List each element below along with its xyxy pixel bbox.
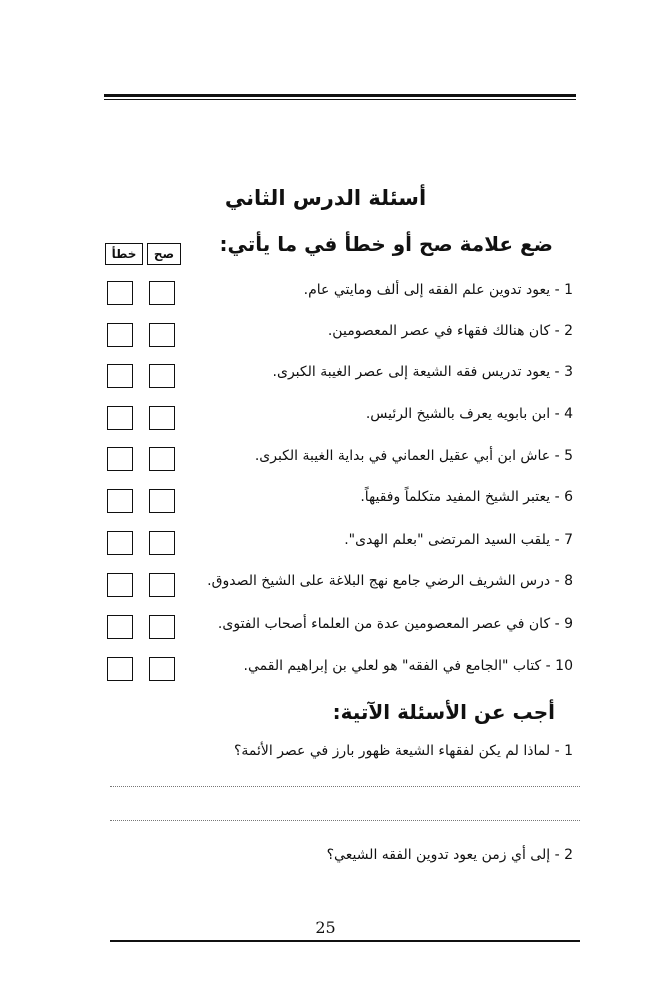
page-title: أسئلة الدرس الثاني [224, 186, 427, 210]
instruction-heading: ضع علامة صح أو خطأ في ما يأتي: [219, 232, 553, 256]
true-column-header: صح [147, 243, 181, 265]
true-checkbox-4[interactable] [149, 406, 175, 430]
header-rule-thick [104, 94, 576, 97]
true-checkbox-10[interactable] [149, 657, 175, 681]
page-number: 25 [315, 918, 336, 937]
statement-2: 2 - كان هنالك فقهاء في عصر المعصومين. [327, 323, 573, 339]
answer-section-heading: أجب عن الأسئلة الآتية: [332, 700, 555, 724]
statement-8: 8 - درس الشريف الرضي جامع نهج البلاغة على الشيخ الصدوق. [207, 573, 573, 589]
statement-9: 9 - كان في عصر المعصومين عدة من العلماء أصحاب الفتوى. [217, 616, 573, 632]
false-checkbox-1[interactable] [107, 281, 133, 305]
false-checkbox-7[interactable] [107, 531, 133, 555]
true-checkbox-7[interactable] [149, 531, 175, 555]
false-column-header: خطأ [105, 243, 143, 265]
statement-5: 5 - عاش ابن أبي عقيل العماني في بداية الغيبة الكبرى. [254, 448, 573, 464]
open-question-2: 2 - إلى أي زمن يعود تدوين الفقه الشيعي؟ [326, 847, 573, 863]
open-question-1: 1 - لماذا لم يكن لفقهاء الشيعة ظهور بارز في عصر الأئمة؟ [233, 743, 573, 759]
statement-3: 3 - يعود تدريس فقه الشيعة إلى عصر الغيبة الكبرى. [272, 364, 573, 380]
true-checkbox-6[interactable] [149, 489, 175, 513]
false-checkbox-9[interactable] [107, 615, 133, 639]
statement-4: 4 - ابن بابويه يعرف بالشيخ الرئيس. [365, 406, 573, 422]
answer-line-1[interactable] [110, 786, 580, 787]
true-checkbox-8[interactable] [149, 573, 175, 597]
false-checkbox-6[interactable] [107, 489, 133, 513]
statement-10: 10 - كتاب "الجامع في الفقه" هو لعلي بن إبراهيم القمي. [243, 658, 573, 674]
statement-7: 7 - يلقب السيد المرتضى "بعلم الهدى". [344, 532, 573, 548]
footer-rule [110, 940, 580, 942]
false-checkbox-8[interactable] [107, 573, 133, 597]
false-checkbox-3[interactable] [107, 364, 133, 388]
false-checkbox-4[interactable] [107, 406, 133, 430]
false-checkbox-5[interactable] [107, 447, 133, 471]
statement-1: 1 - يعود تدوين علم الفقه إلى ألف ومايتي عام. [303, 282, 573, 298]
false-checkbox-2[interactable] [107, 323, 133, 347]
false-checkbox-10[interactable] [107, 657, 133, 681]
true-checkbox-9[interactable] [149, 615, 175, 639]
true-checkbox-1[interactable] [149, 281, 175, 305]
header-rule-thin [104, 99, 576, 100]
statement-6: 6 - يعتبر الشيخ المفيد متكلماً وفقيهاً. [360, 489, 573, 505]
answer-line-2[interactable] [110, 820, 580, 821]
true-checkbox-3[interactable] [149, 364, 175, 388]
true-checkbox-5[interactable] [149, 447, 175, 471]
true-checkbox-2[interactable] [149, 323, 175, 347]
